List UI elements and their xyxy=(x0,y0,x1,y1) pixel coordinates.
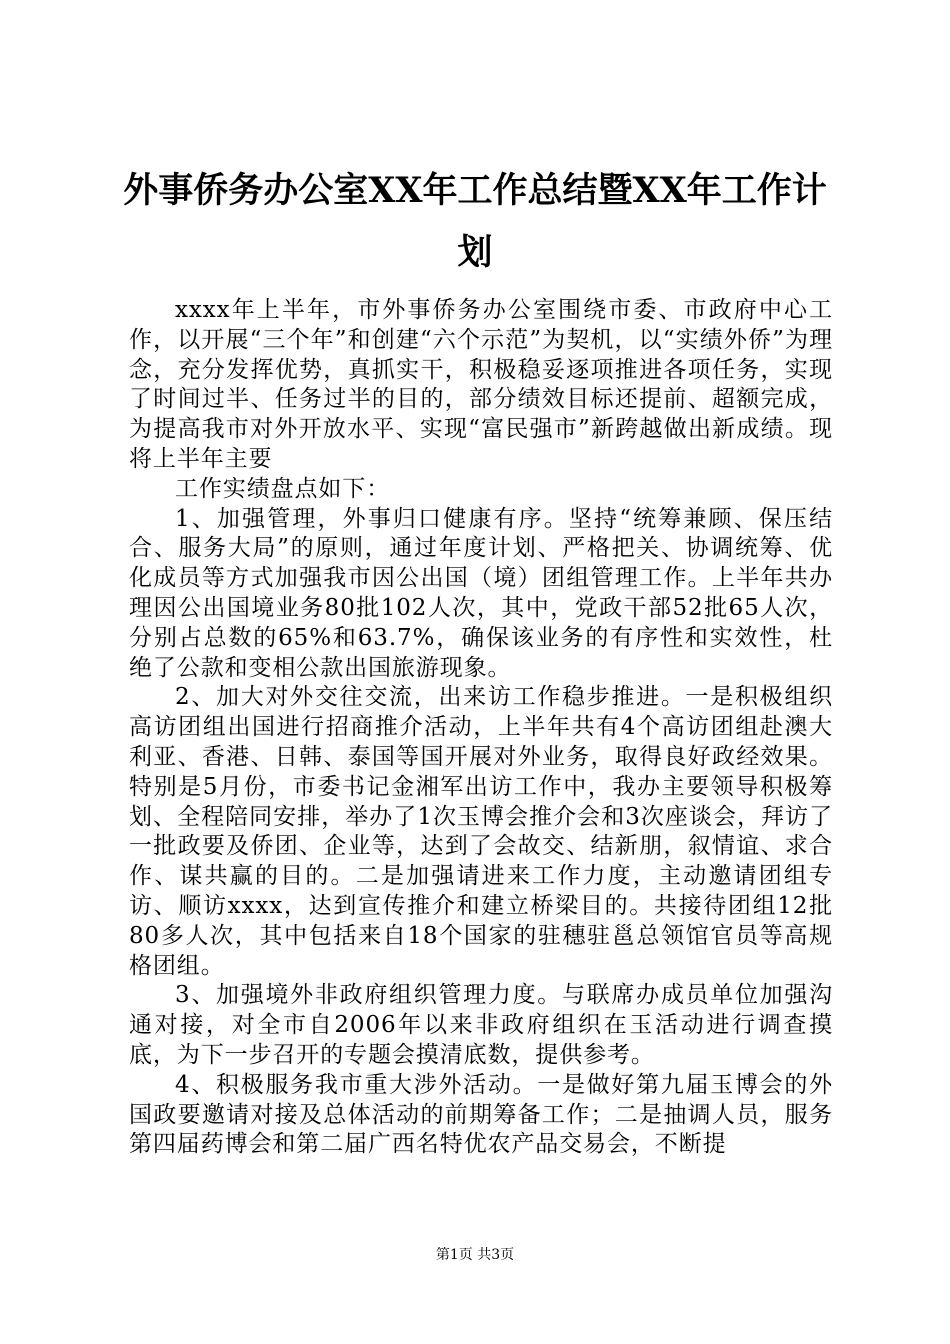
paragraph-summary-lead: 工作实绩盘点如下： xyxy=(175,475,391,502)
paragraph-item-3: 3、加强境外非政府组织管理力度。与联席办成员单位加强沟通对接，对全市自2006年以来非政府组织在玉活动进行调查摸底，为下一步召开的专题会摸清底数，提供参考。 xyxy=(129,982,833,1068)
paragraph-item-4: 4、积极服务我市重大涉外活动。一是做好第九届玉博会的外国政要邀请对接及总体活动的前期筹备工作；二是抽调人员，服务第四届药博会和第二届广西名特优农产品交易会，不断提 xyxy=(129,1071,833,1158)
paragraph-intro: xxxx年上半年，市外事侨务办公室围绕市委、市政府中心工作，以开展“三个年”和创建“六个示范”为契机，以“实绩外侨”为理念，充分发挥优势，真抓实干，积极稳妥逐项推进各项任务，实现了时间过半、任务过半的目的，部分绩效目标还提前、超额完成，为提高我市对外开放水平、实现“富民强市”新跨越做出新成绩。现将上半年主要 xyxy=(129,297,833,472)
paragraph-item-2: 2、加大对外交往交流，出来访工作稳步推进。一是积极组织高访团组出国进行招商推介活动，上半年共有4个高访团组赴澳大利亚、香港、日韩、泰国等国开展对外业务，取得良好政经效果。特别是5月份，市委书记金湘军出访工作中，我办主要领导积极筹划、全程陪同安排，举办了1次玉博会推介会和3次座谈会，拜访了一批政要及侨团、企业等，达到了会故交、结新朋，叙情谊、求合作、谋共赢的目的。二是加强请进来工作力度，主动邀请团组专访、顺访xxxx，达到宣传推介和建立桥梁目的。共接待团组12批80多人次，其中包括来自18个国家的驻穗驻邕总领馆官员等高规格团组。 xyxy=(129,684,833,979)
page-footer: 第1页 共3页 xyxy=(435,1247,515,1263)
paragraph-item-1: 1、加强管理，外事归口健康有序。坚持“统筹兼顾、保压结合、服务大局”的原则，通过年度计划、严格把关、协调统筹、优化成员等方式加强我市因公出国（境）团组管理工作。上半年共办理因公出国境业务80批102人次，其中，党政干部52批65人次，分别占总数的65%和63.7%，确保该业务的有序性和实效性，杜绝了公款和变相公款出国旅游现象。 xyxy=(129,505,833,681)
document-body xyxy=(129,296,833,1160)
document-title: 外事侨务办公室XX年工作总结暨XX年工作计划 xyxy=(123,170,827,273)
